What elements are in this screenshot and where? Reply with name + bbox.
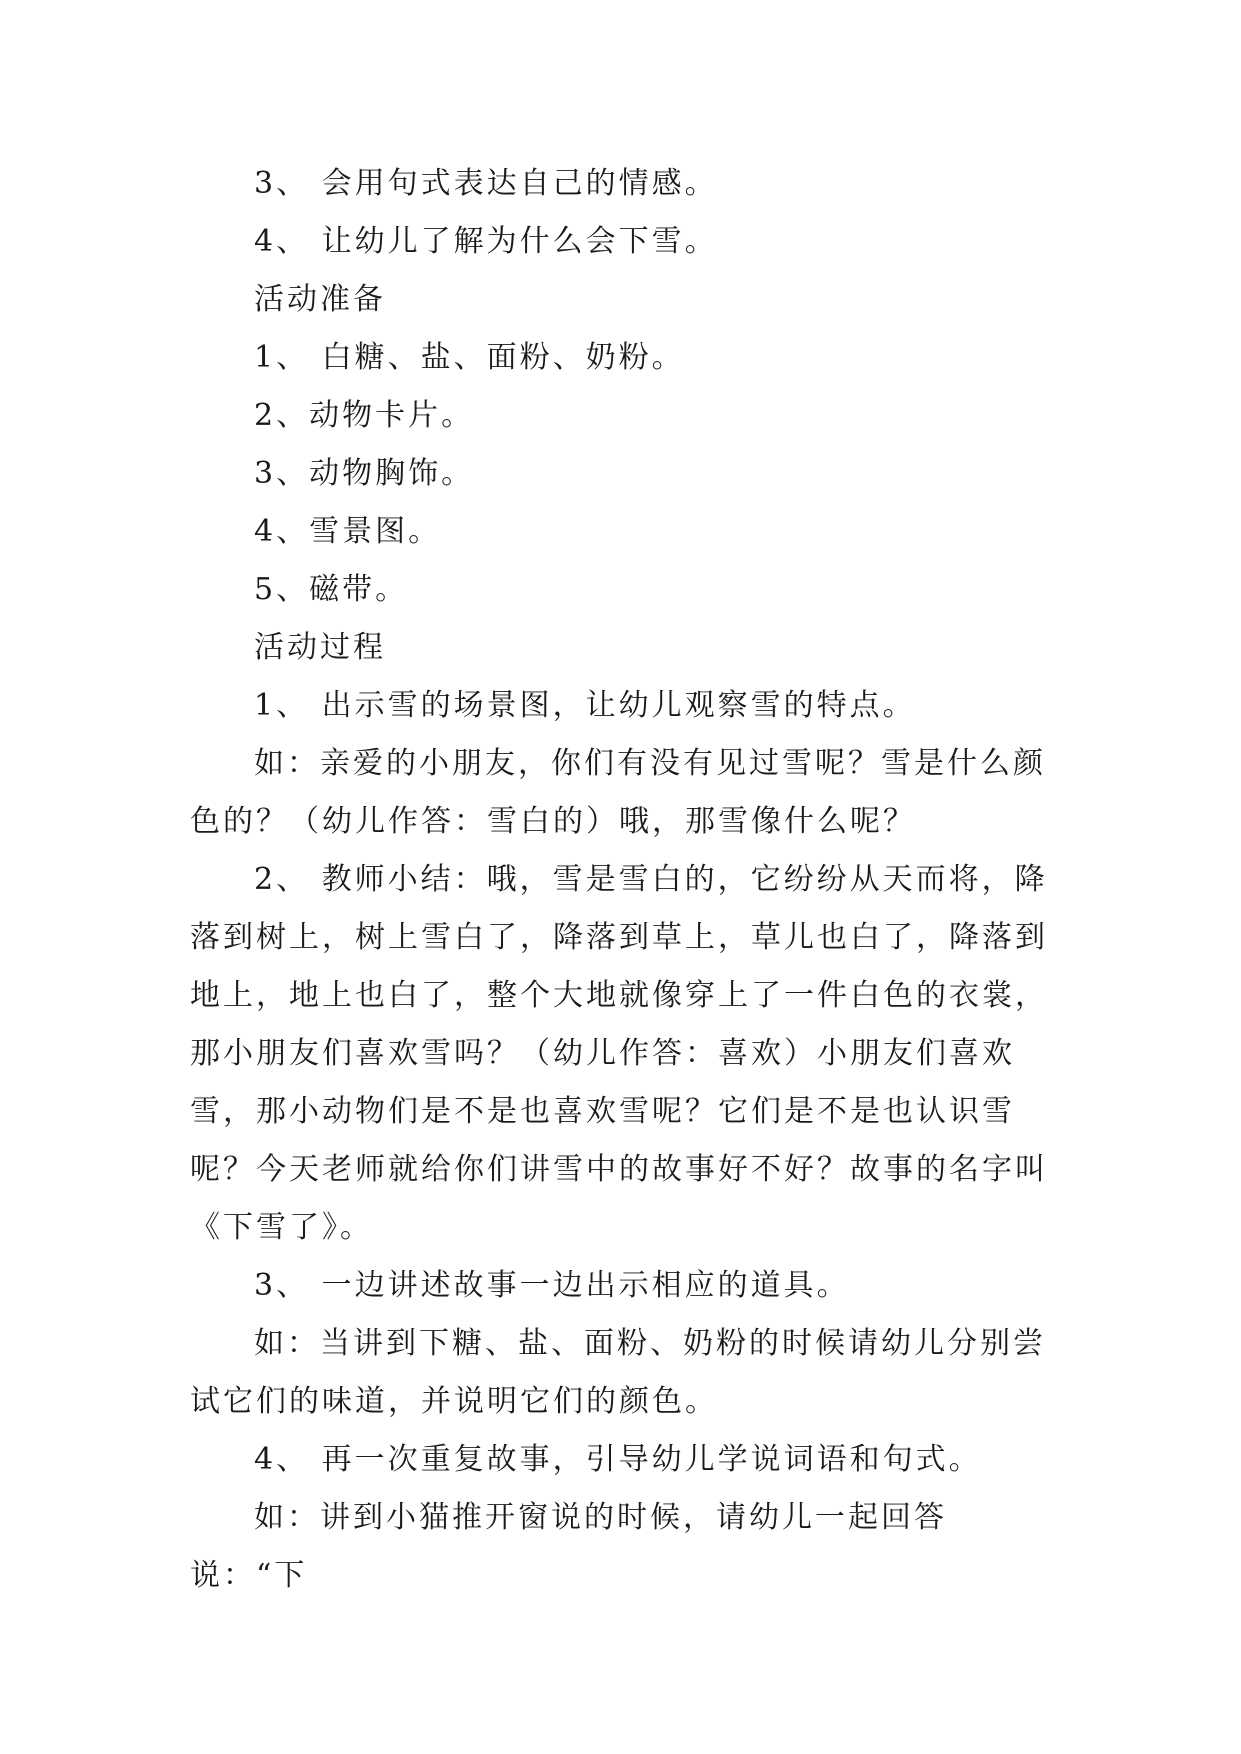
paragraph-prep-1: 1、 白糖、盐、面粉、奶粉。: [254, 340, 685, 375]
paragraph-prep-5: 5、磁带。: [254, 572, 409, 607]
paragraph-goal-3: 3、 会用句式表达自己的情感。: [254, 166, 718, 201]
paragraph-prep-4: 4、雪景图。: [254, 514, 442, 549]
paragraph-example-3: 如：讲到小猫推开窗说的时候，请幼儿一起回答说：“下: [190, 1500, 947, 1593]
paragraph-prep-2: 2、动物卡片。: [254, 398, 475, 433]
paragraph-example-2: 如：当讲到下糖、盐、面粉、奶粉的时候请幼儿分别尝试它们的味道，并说明它们的颜色。: [190, 1326, 1046, 1419]
paragraph-example-1: 如：亲爱的小朋友，你们有没有见过雪呢？雪是什么颜色的？（幼儿作答：雪白的）哦，那雪像什么呢？: [190, 746, 1046, 839]
section-heading-preparation: 活动准备: [254, 282, 386, 317]
paragraph-process-3: 3、 一边讲述故事一边出示相应的道具。: [254, 1268, 850, 1303]
document-body: [190, 155, 1058, 1605]
section-heading-process: 活动过程: [254, 630, 386, 665]
paragraph-process-2: 2、 教师小结：哦，雪是雪白的，它纷纷从天而将，降落到树上，树上雪白了，降落到草上，草儿也白了，降落到地上，地上也白了，整个大地就像穿上了一件白色的衣裳，那小朋友们喜欢雪吗？（幼儿作答：喜欢）小朋友们喜欢雪，那小动物们是不是也喜欢雪呢？它们是不是也认识雪呢？今天老师就给你们讲雪中的故事好不好？故事的名字叫《下雪了》。: [190, 862, 1048, 1245]
paragraph-process-4: 4、 再一次重复故事，引导幼儿学说词语和句式。: [254, 1442, 982, 1477]
paragraph-prep-3: 3、动物胸饰。: [254, 456, 475, 491]
paragraph-goal-4: 4、 让幼儿了解为什么会下雪。: [254, 224, 718, 259]
paragraph-process-1: 1、 出示雪的场景图，让幼儿观察雪的特点。: [254, 688, 916, 723]
